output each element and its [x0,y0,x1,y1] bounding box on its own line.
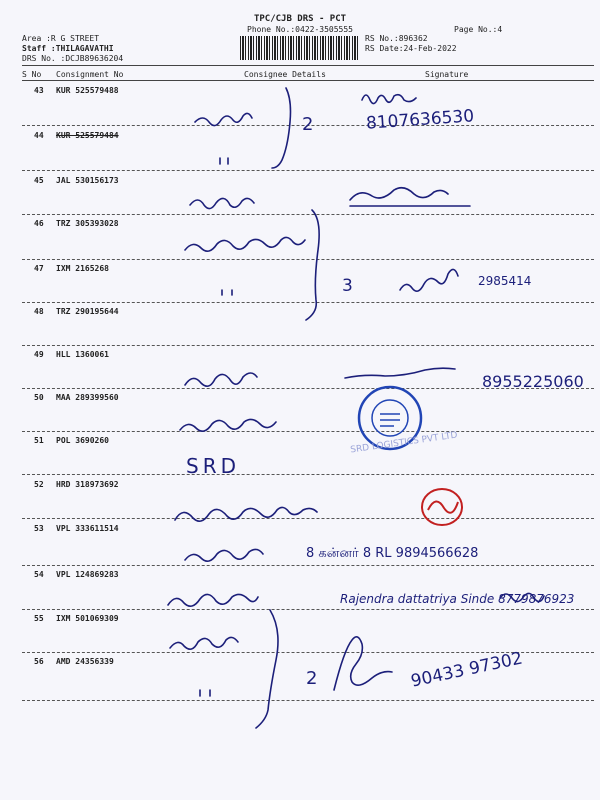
handwritten-phone: 8955225060 [482,372,584,391]
row-sno: 46 [34,219,44,228]
row-sno: 56 [34,657,44,666]
row-consignment: VPL 333611514 [56,524,119,533]
tamil-signature [185,549,263,561]
row-consignment: MAA 289399560 [56,393,119,402]
bracket-mark [306,210,319,320]
row-sno: 55 [34,614,44,623]
handwritten-mark: 2 [306,668,318,689]
row-consignment: AMD 24356339 [56,657,114,666]
row-sno: 50 [34,393,44,402]
name-signature [345,368,455,378]
document-title: TPC/CJB DRS - PCT [253,14,347,24]
bracket-mark [272,88,291,168]
tamil-signature [195,113,252,125]
handwritten-mark: 3 [342,276,353,296]
column-signature: Signature [425,70,469,79]
faded-company-stamp: SRD LOGISTICS PVT LTD [349,430,459,456]
handwritten-name: Rajendra dattatriya Sinde 8779876923 [340,592,575,606]
tamil-signature [185,237,305,251]
staff-label: Staff :THILAGAVATHI [22,44,114,53]
handwritten-srd: SRD [186,454,240,478]
row-sno: 53 [34,524,44,533]
row-sno: 44 [34,131,44,140]
tamil-signature [168,594,258,606]
row-sno: 48 [34,307,44,316]
row-consignment: IXM 501069309 [56,614,119,623]
row-consignment: KUR 525579484 [56,131,119,140]
row-sno: 49 [34,350,44,359]
name-signature [400,269,458,291]
row-consignment: TRZ 290195644 [56,307,119,316]
row-consignment: JAL 530156173 [56,176,119,185]
row-consignment: TRZ 305393028 [56,219,119,228]
name-signature [362,95,416,104]
bracket-mark [256,610,278,728]
row-consignment: HLL 1360061 [56,350,109,359]
name-signature [334,637,392,690]
red-mark [422,489,462,525]
area-label: Area :R G STREET [22,34,100,43]
tamil-signature [180,419,276,431]
row-sno: 52 [34,480,44,489]
name-signature [350,188,448,200]
handwritten-phone: 8107636530 [365,106,475,134]
drs-number: DRS No. :DCJB89636204 [22,54,124,63]
handwritten-mark: 2 [302,114,314,135]
row-consignment: KUR 525579488 [56,86,119,95]
tamil-signature [185,373,257,386]
row-consignment: HRD 318973692 [56,480,119,489]
column-consignee: Consignee Details [244,70,326,79]
row-consignment: POL 3690260 [56,436,109,445]
phone-number: Phone No.:0422-3505555 [247,25,353,34]
row-sno: 43 [34,86,44,95]
row-sno: 47 [34,264,44,273]
handwritten-phone: 90433 97302 [409,648,525,692]
column-consignment: Consignment No [56,70,124,79]
tamil-signature [190,198,254,208]
row-consignment: VPL 124869283 [56,570,119,579]
row-consignment: IXM 2165268 [56,264,109,273]
page-number: Page No.:4 [454,25,503,34]
handwritten-line: 8 கன்னர் 8 RL 9894566628 [306,546,479,561]
row-sno: 45 [34,176,44,185]
ditto-mark [220,158,228,164]
tamil-signature [175,507,317,521]
ditto-mark [222,290,232,295]
handwritten-phone: 2985414 [478,274,532,288]
rs-number: RS No.:896362 [365,34,428,43]
tamil-signature [170,637,238,649]
ditto-mark [200,690,210,696]
row-sno: 54 [34,570,44,579]
column-sno: S No [22,70,42,79]
rs-date: RS Date:24-Feb-2022 [365,44,457,53]
row-sno: 51 [34,436,44,445]
